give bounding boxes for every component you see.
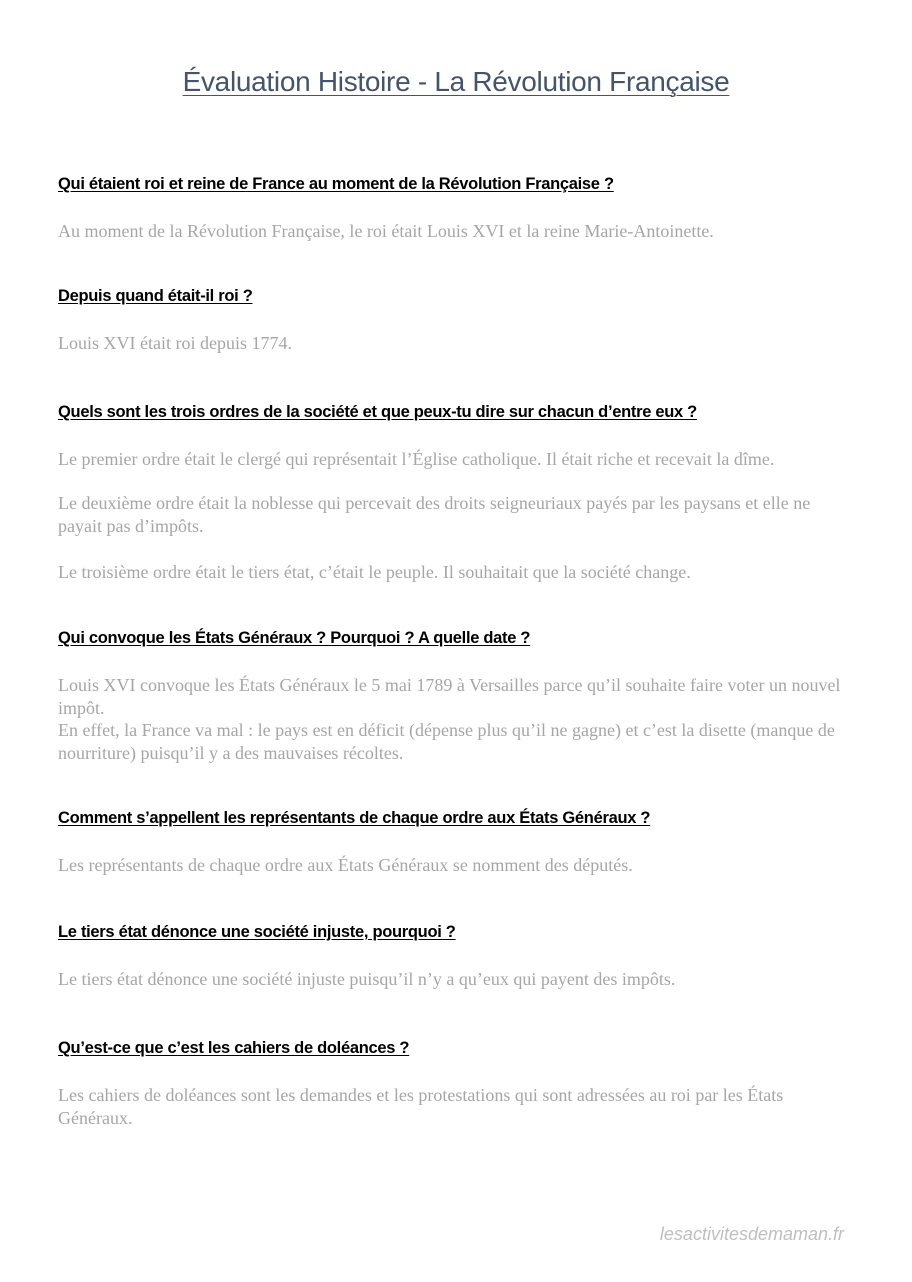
answer-4-1: Louis XVI convoque les États Généraux le 5 mai 1789 à Versailles parce qu’il souhaite faire voter un nouvel impôt. <box>58 675 841 718</box>
answer-3-1: Le premier ordre était le clergé qui représentait l’Église catholique. Il était riche et recevait la dîme. <box>58 449 775 469</box>
answer-3-2: Le deuxième ordre était la noblesse qui percevait des droits seigneuriaux payés par les paysans et elle ne payait pas d’impôts. <box>58 493 811 536</box>
page-title-text: Évaluation Histoire - La Révolution Française <box>182 66 730 97</box>
answer-2: Louis XVI était roi depuis 1774. <box>58 333 292 353</box>
question-4: Qui convoque les États Généraux ? Pourquoi ? A quelle date ? <box>58 629 531 647</box>
answer-7: Les cahiers de doléances sont les demandes et les protestations qui sont adressées au roi par les États Généraux. <box>58 1085 784 1128</box>
question-5: Comment s’appellent les représentants de chaque ordre aux États Généraux ? <box>58 809 651 827</box>
page-title <box>0 66 912 98</box>
question-2: Depuis quand était-il roi ? <box>58 287 253 305</box>
question-6: Le tiers état dénonce une société injuste, pourquoi ? <box>58 923 456 941</box>
answer-4-2: En effet, la France va mal : le pays est en déficit (dépense plus qu’il ne gagne) et c’est la disette (manque de nourriture) puisqu’il y a des mauvaises récoltes. <box>58 720 835 763</box>
answer-5: Les représentants de chaque ordre aux États Généraux se nomment des députés. <box>58 855 633 875</box>
answer-1: Au moment de la Révolution Française, le roi était Louis XVI et la reine Marie-Antoinette. <box>58 221 714 241</box>
question-1: Qui étaient roi et reine de France au moment de la Révolution Française ? <box>58 175 614 193</box>
answer-3-3: Le troisième ordre était le tiers état, c’était le peuple. Il souhaitait que la société change. <box>58 562 691 582</box>
question-7: Qu’est-ce que c’est les cahiers de doléances ? <box>58 1039 410 1057</box>
question-3: Quels sont les trois ordres de la société et que peux-tu dire sur chacun d’entre eux ? <box>58 403 697 421</box>
answer-6: Le tiers état dénonce une société injuste puisqu’il n’y a qu’eux qui payent des impôts. <box>58 969 676 989</box>
footer-watermark: lesactivitesdemaman.fr <box>659 1224 844 1244</box>
